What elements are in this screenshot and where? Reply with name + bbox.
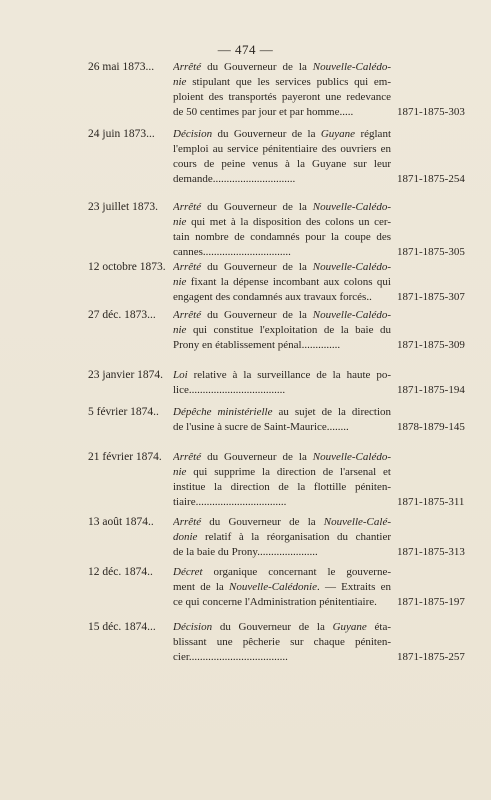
text-segment: du Gouverneur de la (201, 516, 324, 528)
entry-date: 26 mai 1873... (88, 61, 155, 73)
entry-reference: 1871-1875-194 (397, 384, 465, 396)
text-segment: institue la direction de la flottille péniten- (173, 481, 391, 493)
entry-text-line (173, 368, 391, 383)
entry-text-line (173, 290, 391, 305)
italic-text: Nouvelle-Calédo- (312, 309, 391, 321)
entry-date: 15 déc. 1874... (88, 621, 156, 633)
italic-text: Nouvelle-Calédo- (312, 261, 391, 273)
entry-description (173, 405, 391, 435)
italic-text: Décret (173, 566, 203, 578)
text-segment: au sujet de la direction (272, 406, 391, 418)
entry-reference: 1871-1875-311 (397, 496, 465, 508)
italic-text: Loi (173, 369, 188, 381)
italic-text: nie (173, 276, 187, 288)
entry-text-line (173, 383, 391, 398)
text-segment: tain nombre de condamnés pour la coupe des (173, 231, 391, 243)
entry-text-line (173, 620, 391, 635)
text-segment: fixant la dépense incombant aux colons qui (186, 276, 391, 288)
text-segment: ment de la (173, 581, 229, 593)
entry-text-line (173, 580, 391, 595)
text-segment: ce qui concerne l'Administration pénitentiaire. (173, 596, 377, 608)
italic-text: Guyane (320, 128, 356, 140)
italic-text: nie (173, 466, 187, 478)
entry-text-line (173, 480, 391, 495)
page-number: — 474 — (217, 42, 274, 57)
entry-text-line (173, 75, 391, 90)
entry-text-line (173, 545, 391, 560)
entry-reference: 1871-1875-197 (397, 596, 465, 608)
text-segment: du Gouverneur de la (201, 61, 313, 73)
text-segment: qui constitue l'exploitation de la baie du (186, 324, 391, 336)
text-segment: l'emploi au service pénitentiaire des ouvriers en (173, 143, 391, 155)
entry-date: 23 janvier 1874. (88, 369, 164, 381)
entry-text-line (173, 650, 391, 665)
entry-text-line (173, 172, 391, 187)
text-segment: demande.............................. (173, 173, 296, 185)
italic-text: nie (173, 216, 187, 228)
entry-date: 12 octobre 1873. (88, 261, 166, 273)
text-segment: ploient des transportés payeront une redevance (173, 91, 391, 103)
text-segment: organique concernant le gouverne- (202, 566, 391, 578)
entry-description (173, 200, 391, 260)
text-segment: qui supprime la direction de l'arsenal et (186, 466, 391, 478)
entry-reference: 1871-1875-254 (397, 173, 465, 185)
entry-text-line (173, 142, 391, 157)
italic-text: Arrêté (173, 201, 202, 213)
text-segment: stipulant que les services publics qui em- (186, 76, 391, 88)
italic-text: Arrêté (173, 61, 202, 73)
entry-text-line (173, 465, 391, 480)
entry-text-line (173, 530, 391, 545)
entry-text-line (173, 450, 391, 465)
italic-text: Nouvelle-Calédonie (228, 581, 317, 593)
entry-reference: 1871-1875-305 (397, 246, 465, 258)
text-segment: éta- (366, 621, 391, 633)
italic-text: Nouvelle-Calédo- (312, 201, 391, 213)
entry-text-line (173, 127, 391, 142)
entry-text-line (173, 215, 391, 230)
entry-reference: 1871-1875-309 (397, 339, 465, 351)
text-segment: du Gouverneur de la (212, 128, 321, 140)
text-segment: lice................................... (173, 384, 286, 396)
entry-description (173, 450, 391, 510)
entry-text-line (173, 420, 391, 435)
entry-text-line (173, 90, 391, 105)
entry-description (173, 620, 391, 665)
entry-reference: 1871-1875-313 (397, 546, 465, 558)
entry-text-line (173, 275, 391, 290)
italic-text: Décision (173, 621, 213, 633)
text-segment: du Gouverneur de la (201, 451, 313, 463)
entry-text-line (173, 595, 391, 610)
entry-date: 27 déc. 1873... (88, 309, 156, 321)
text-segment: du Gouverneur de la (201, 309, 313, 321)
text-segment: de l'usine à sucre de Saint-Maurice........ (173, 421, 349, 433)
italic-text: nie (173, 324, 187, 336)
italic-text: Dépêche ministérielle (173, 406, 273, 418)
entry-date: 21 février 1874. (88, 451, 162, 463)
italic-text: Décision (173, 128, 213, 140)
italic-text: Arrêté (173, 261, 202, 273)
entry-date: 23 juillet 1873. (88, 201, 158, 213)
italic-text: donie (173, 531, 198, 543)
entry-text-line (173, 105, 391, 120)
entry-text-line (173, 323, 391, 338)
entry-date: 13 août 1874.. (88, 516, 154, 528)
text-segment: du Gouverneur de la (201, 201, 313, 213)
text-segment: du Gouverneur de la (201, 261, 313, 273)
italic-text: Arrêté (173, 516, 202, 528)
text-segment: de la baie du Prony...................... (173, 546, 318, 558)
text-segment: réglant (355, 128, 391, 140)
entry-text-line (173, 245, 391, 260)
italic-text: Arrêté (173, 309, 202, 321)
text-segment: cannes................................ (173, 246, 291, 258)
entry-text-line (173, 515, 391, 530)
entry-date: 12 déc. 1874.. (88, 566, 153, 578)
text-segment: relative à la surveillance de la haute po- (187, 369, 391, 381)
entry-reference: 1871-1875-257 (397, 651, 465, 663)
entry-text-line (173, 635, 391, 650)
entry-reference: 1871-1875-307 (397, 291, 465, 303)
italic-text: Nouvelle-Calé- (323, 516, 391, 528)
text-segment: Prony en établissement pénal.............. (173, 339, 341, 351)
italic-text: Nouvelle-Calédo- (312, 451, 391, 463)
text-segment: relatif à la réorganisation du chantier (197, 531, 391, 543)
italic-text: Nouvelle-Calédo- (312, 61, 391, 73)
entry-date: 24 juin 1873... (88, 128, 155, 140)
text-segment: blissant une pêcherie sur chaque péniten- (173, 636, 391, 648)
entry-text-line (173, 405, 391, 420)
entry-description (173, 60, 391, 120)
entry-text-line (173, 260, 391, 275)
entry-reference: 1878-1879-145 (397, 421, 465, 433)
entry-text-line (173, 60, 391, 75)
italic-text: Guyane (332, 621, 367, 633)
entry-date: 5 février 1874.. (88, 406, 159, 418)
text-segment: qui met à la disposition des colons un cer- (186, 216, 391, 228)
entry-text-line (173, 338, 391, 353)
text-segment: engagent des condamnés aux travaux forcés.. (173, 291, 372, 303)
entry-description (173, 368, 391, 398)
entry-text-line (173, 565, 391, 580)
text-segment: cours de peine venus à la Guyane sur leur (173, 158, 391, 170)
entry-description (173, 127, 391, 187)
italic-text: Arrêté (173, 451, 202, 463)
entry-text-line (173, 308, 391, 323)
italic-text: nie (173, 76, 187, 88)
entry-text-line (173, 200, 391, 215)
text-segment: cier.................................... (173, 651, 288, 663)
entry-description (173, 260, 391, 305)
text-segment: . — Extraits en (316, 581, 391, 593)
entry-text-line (173, 495, 391, 510)
text-segment: de 50 centimes par jour et par homme..... (173, 106, 354, 118)
entry-description (173, 565, 391, 610)
text-segment: tiaire................................. (173, 496, 287, 508)
entry-description (173, 515, 391, 560)
entry-text-line (173, 157, 391, 172)
text-segment: du Gouverneur de la (212, 621, 333, 633)
entry-description (173, 308, 391, 353)
entry-text-line (173, 230, 391, 245)
entry-reference: 1871-1875-303 (397, 106, 465, 118)
